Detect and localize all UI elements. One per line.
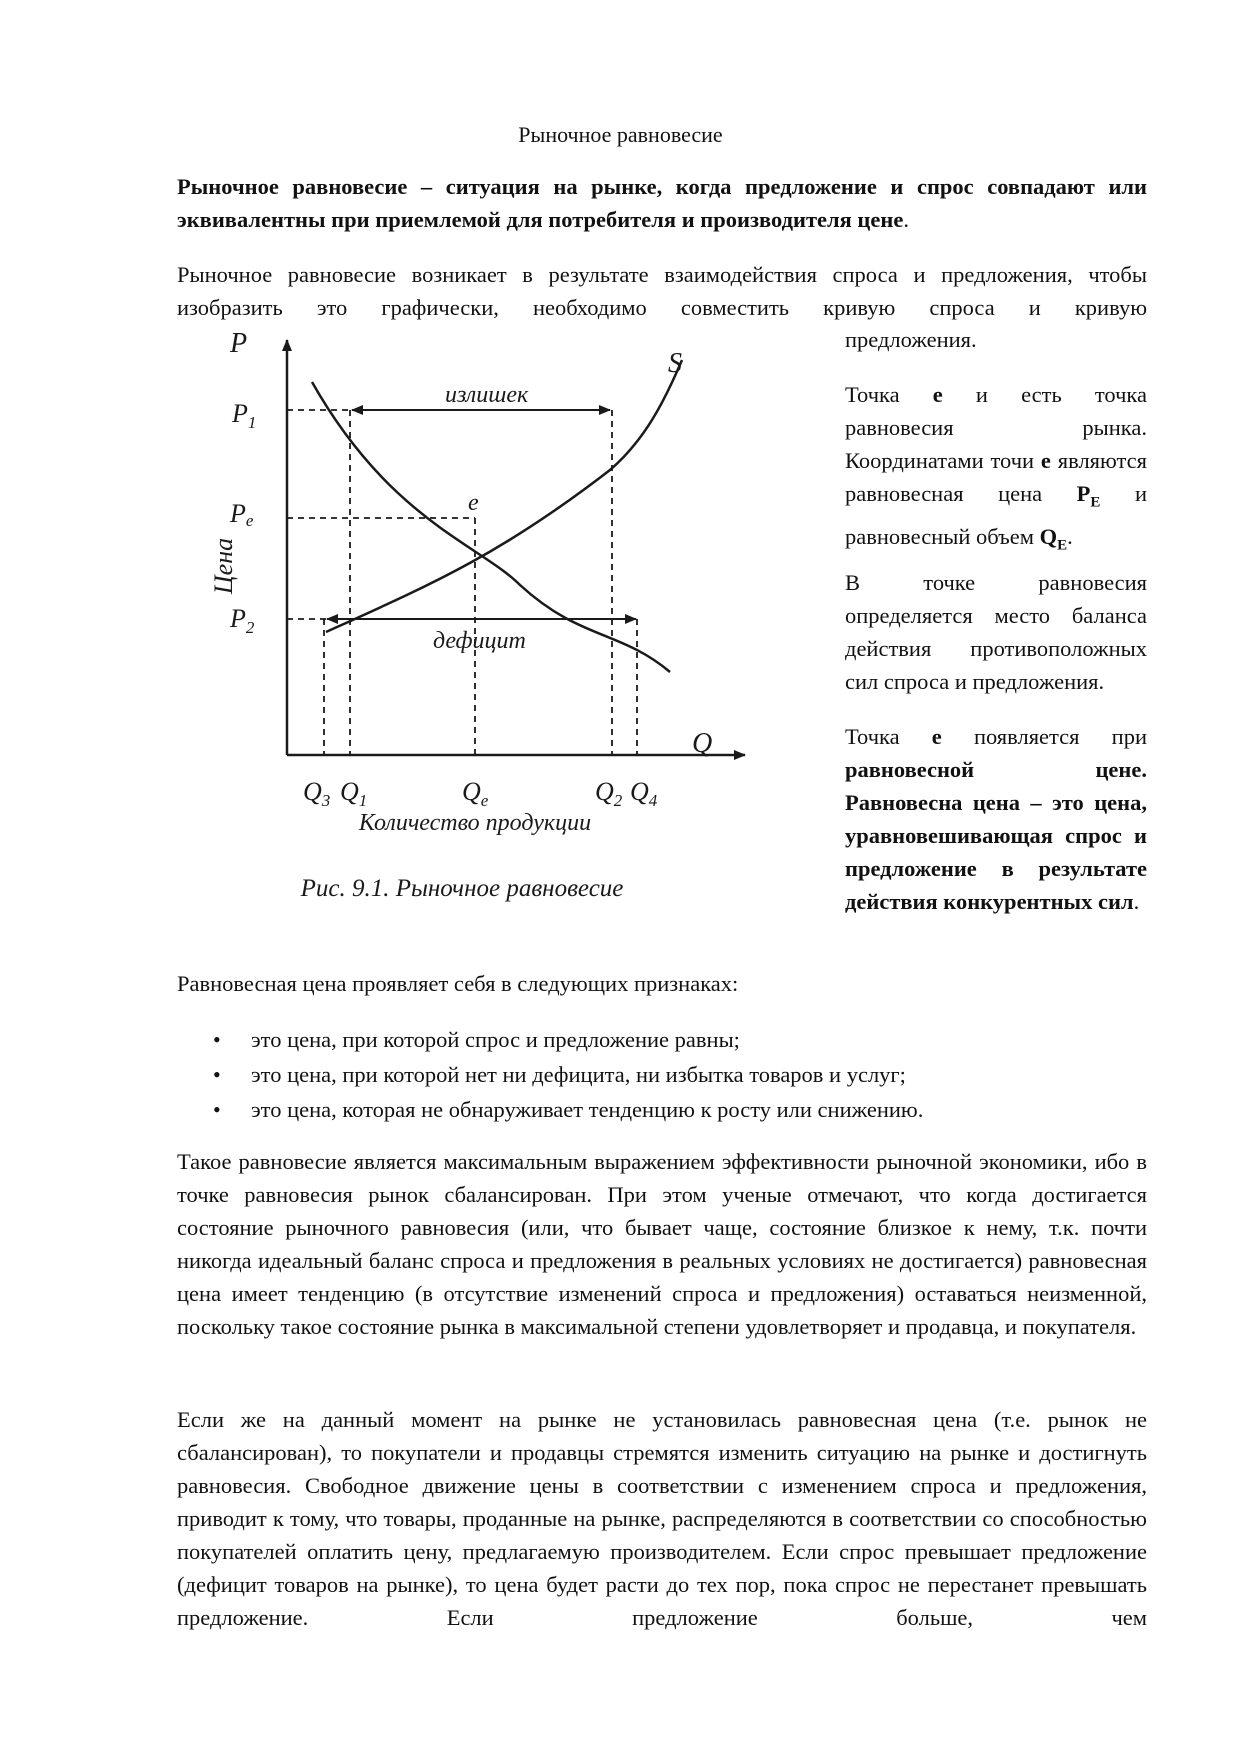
list-item: • это цена, которая не обнаруживает тенденцию к росту или снижению. — [177, 1092, 1147, 1127]
bullet-icon: • — [213, 1027, 221, 1052]
pe-label: Pe — [230, 499, 254, 530]
price-axis-title: Цена — [209, 537, 238, 595]
body-paragraph-4: Если же на данный момент на рынке не установилась равновесная цена (т.е. рынок не сбалансирован), то покупатели и продавцы стремятся изменить ситуацию на рынке и достигнуть равновесия. Свободное движение цены в соответствии с изменением спроса и предложения, приводит к тому, что товары, проданные на рынке, распределяются в соответствии со способностью покупателей оплатить цену, предлагаемую производителем. Если спрос превышает предложение (дефицит товаров на рынке), то цена будет расти до тех пор, пока спрос не перестанет превышать предложение. Если предложение больше, чем — [177, 1407, 1147, 1630]
equilibrium-figure — [200, 330, 820, 920]
q1-label: $Q_1$ — [340, 777, 368, 810]
body-paragraph-3: Такое равновесие является максимальным выражением эффективности рыночной экономики, ибо в точке равновесия рынок сбалансирован. При этом ученые отмечают, что когда достигается состояние рыночного равновесия (или, что бывает чаще, состояние близкое к нему, т.к. почти никогда идеальный баланс спроса и предложения в реальных условиях не достигается) равновесная цена имеет тенденцию (в отсутствие изменений спроса и предложения) оставаться неизменной, поскольку такое состояние рынка в максимальной степени удовлетворяет и продавца, и покупателя. — [177, 1149, 1147, 1339]
supply-label: S — [668, 348, 682, 379]
surplus-label: излишек — [445, 382, 529, 408]
definition-text: Рыночное равновесие – ситуация на рынке, когда предложение и спрос совпадают или эквивалентны при приемлемой для потребителя и производителя цене — [177, 174, 1147, 232]
q4-label: $Q_4$ — [630, 777, 658, 810]
q2-label: $Q_2$ — [595, 777, 623, 810]
qe-label: $Q_e$ — [462, 777, 489, 810]
point-e-label: e — [468, 490, 479, 516]
bullet-icon: • — [213, 1062, 221, 1087]
definition-paragraph — [177, 170, 1147, 236]
intro-paragraph: Рыночное равновесие возникает в результате взаимодействия спроса и предложения, чтобы изобразить это графически, необходимо совместить кривую спроса и кривую — [177, 262, 1147, 320]
page-title: Рыночное равновесие — [518, 122, 723, 147]
p2-label: $P_2$ — [230, 604, 255, 637]
intro-paragraph-tail: предложения. — [845, 327, 977, 352]
figure-caption: Рис. 9.1. Рыночное равновесие — [300, 875, 624, 902]
deficit-label: дефицит — [433, 628, 526, 654]
p1-label: $P_1$ — [232, 399, 257, 432]
axis-p-label: P — [230, 330, 248, 359]
list-item: • это цена, при которой спрос и предложение равны; — [177, 1022, 1147, 1057]
list-item: • это цена, при которой нет ни дефицита, ни избытка товаров и услуг; — [177, 1057, 1147, 1092]
q3-label: $Q_3$ — [303, 777, 331, 810]
side-paragraph-3: Точка е появляется при равновесной цене. Равновесна цена – это цена, уравновешивающая спрос и предложение в результате действия конкурентных сил. — [845, 724, 1147, 914]
axis-q-label: Q — [692, 728, 713, 759]
side-paragraph-1: Точка е и есть точка равновесия рынка. Координатами точи е являются равновесная цена $P_E$ и равновесный объем $Q_E$. — [845, 382, 1148, 553]
signs-intro: Равновесная цена проявляет себя в следующих признаках: — [177, 971, 739, 996]
quantity-axis-title: Количество продукции — [358, 810, 592, 836]
bullet-icon: • — [213, 1097, 221, 1122]
signs-list — [177, 1022, 1147, 1127]
side-paragraph-2: В точке равновесия определяется место баланса действия противоположных сил спроса и предложения. — [845, 570, 1147, 694]
definition-period: . — [903, 207, 909, 232]
